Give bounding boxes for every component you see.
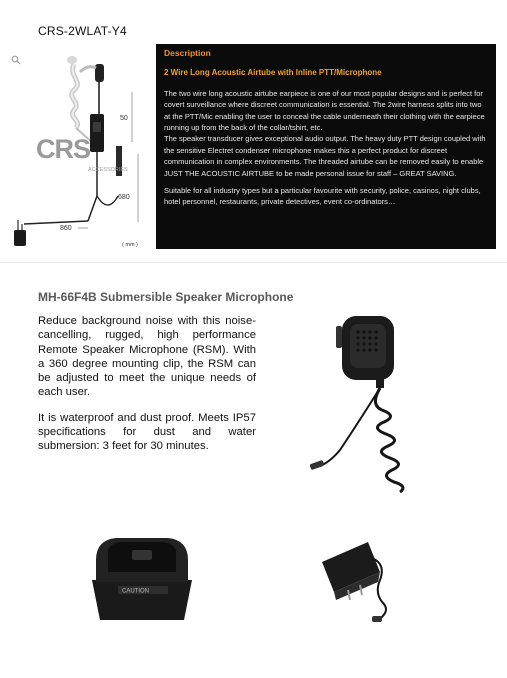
brand-sub: ACCESSORIES: [88, 167, 128, 173]
description-panel: [156, 44, 496, 249]
product-title: MH-66F4B Submersible Speaker Microphone: [38, 290, 294, 304]
section-divider: [0, 262, 507, 263]
product-code: CRS-2WLAT-Y4: [38, 24, 127, 38]
brand-logo: CRS: [36, 134, 91, 164]
power-adapter-image: [314, 534, 394, 629]
charger-caution-label: CAUTION: [122, 588, 149, 595]
description-paragraph: The speaker transducer gives exceptional audio output. The heavy duty PTT design coupled with the sensitive Electret condenser microphone makes this a perfect product for discreet communication in complex environments. The threaded airtube can be removed easily to enable JUST THE ACOUSTIC AIRTUBE to be made personal issue for staff – GREAT SAVING.: [164, 134, 486, 178]
unit-label: ( mm ): [122, 242, 138, 248]
dim-860: 860: [60, 225, 72, 232]
product-paragraph: Reduce background noise with this noise-cancelling, rugged, high performance Remote Speaker Microphone (RSM). With a 360 degree mounting clip, the RSM can be adjusted to meet the unique needs of each user.: [38, 315, 256, 399]
description-heading: Description: [164, 48, 211, 58]
product-paragraph: It is waterproof and dust proof. Meets IP57 specifications for dust and water submersion: 3 feet for 30 minutes.: [38, 411, 256, 453]
description-paragraph: Suitable for all industry types but a particular favourite with security, police, casinos, night clubs, hotel personnel, restaurants, private detectives, event co-ordinators…: [164, 186, 481, 207]
description-subheading: 2 Wire Long Acoustic Airtube with Inline PTT/Microphone: [164, 68, 382, 78]
earpiece-diagram: [8, 46, 156, 251]
dim-50: 50: [120, 115, 128, 122]
product-description: [38, 314, 256, 465]
charger-base-image: [82, 520, 202, 630]
speaker-microphone-image: [300, 310, 450, 500]
dim-680: 680: [118, 194, 130, 201]
description-paragraph: The two wire long acoustic airtube earpiece is one of our most popular designs and is perfect for covert surveillance where discreet communication is essential. The 2wire harness splits into two at the PTT/Mic enabling the user to conceal the cable underneath their clothing with the earpiece running up from the back of the collar/tshirt, etc.: [164, 88, 485, 133]
